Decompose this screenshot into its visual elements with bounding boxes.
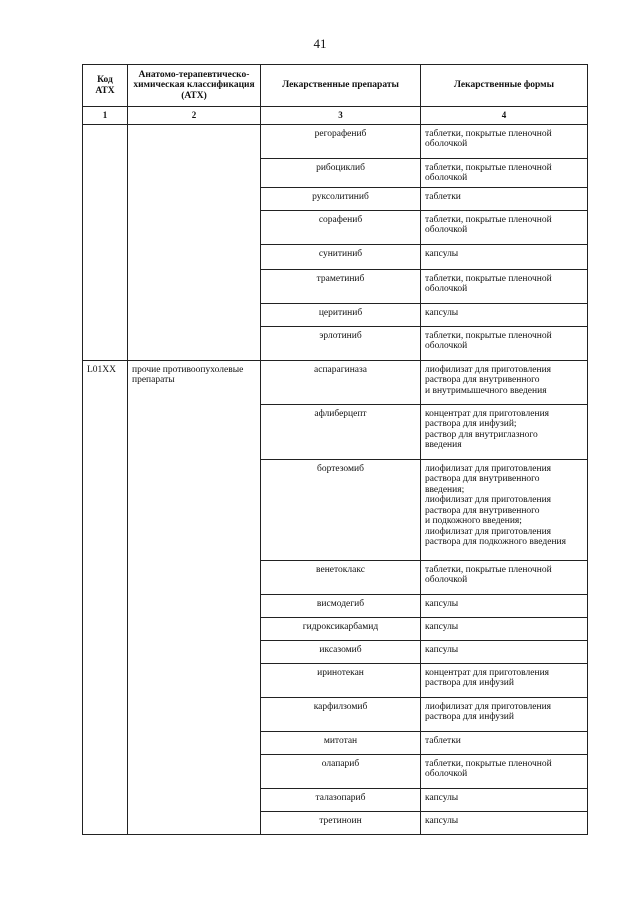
- form-line: капсулы: [425, 598, 459, 609]
- header-forms: Лекарственные формы: [421, 65, 588, 107]
- drug-name: гидроксикарбамид: [261, 617, 421, 640]
- form-line: концентрат для приготовления: [425, 408, 550, 419]
- form-line: введения: [425, 440, 462, 450]
- dosage-forms: [421, 663, 588, 697]
- drug-name: афлиберцепт: [261, 404, 421, 459]
- dosage-forms: [421, 210, 588, 244]
- dosage-forms: [421, 617, 588, 640]
- form-line: капсулы: [425, 815, 459, 826]
- dosage-forms: [421, 404, 588, 459]
- drug-name: иксазомиб: [261, 640, 421, 663]
- table-row: [83, 360, 588, 404]
- dosage-forms: [421, 187, 588, 210]
- form-line: лиофилизат для приготовления: [425, 364, 552, 375]
- form-line: оболочкой: [425, 769, 468, 779]
- form-line: таблетки, покрытые пленочной: [425, 564, 552, 575]
- drug-name: эрлотиниб: [261, 326, 421, 360]
- dosage-forms: [421, 731, 588, 754]
- header-drugs: Лекарственные препараты: [261, 65, 421, 107]
- dosage-forms: [421, 594, 588, 617]
- dosage-forms: [421, 326, 588, 360]
- form-line: лиофилизат для приготовления: [425, 701, 552, 712]
- drug-name: руксолитиниб: [261, 187, 421, 210]
- dosage-forms: [421, 560, 588, 594]
- atx-table: [82, 64, 588, 835]
- drug-name: иринотекан: [261, 663, 421, 697]
- drug-name: карфилзомиб: [261, 697, 421, 731]
- form-line: таблетки, покрытые пленочной: [425, 273, 552, 284]
- drug-name: бортезомиб: [261, 459, 421, 560]
- header-row: [83, 65, 588, 107]
- page-number: 41: [313, 36, 327, 51]
- dosage-forms: [421, 269, 588, 303]
- form-line: раствора для внутривенного: [425, 505, 540, 516]
- form-line: таблетки: [425, 191, 461, 202]
- form-line: оболочкой: [425, 341, 468, 351]
- form-line: введения;: [425, 484, 465, 495]
- form-line: таблетки, покрытые пленочной: [425, 330, 552, 341]
- drug-name: церитиниб: [261, 303, 421, 326]
- header-classification: Анатомо-терапевтическо-химическая классификация (АТХ): [128, 65, 261, 107]
- form-line: оболочкой: [425, 284, 468, 294]
- form-line: раствора для инфузий: [425, 712, 514, 722]
- form-line: лиофилизат для приготовления: [425, 495, 552, 505]
- dosage-forms: [421, 459, 588, 560]
- dosage-forms: [421, 697, 588, 731]
- form-line: раствора для инфузий: [425, 678, 514, 688]
- column-number-row: [83, 107, 588, 125]
- form-line: таблетки, покрытые пленочной: [425, 128, 552, 139]
- drug-name: венетоклакс: [261, 560, 421, 594]
- form-line: оболочкой: [425, 575, 468, 585]
- form-line: раствора для инфузий;: [425, 419, 517, 429]
- form-line: капсулы: [425, 792, 459, 803]
- form-line: таблетки, покрытые пленочной: [425, 162, 552, 173]
- dosage-forms: [421, 158, 588, 187]
- column-number: 4: [421, 107, 588, 125]
- column-number: 1: [83, 107, 128, 125]
- form-line: раствор для внутриглазного: [425, 429, 538, 440]
- form-line: раствора для внутривенного: [425, 474, 540, 484]
- form-line: таблетки, покрытые пленочной: [425, 214, 552, 225]
- form-line: раствора для подкожного введения: [425, 537, 566, 547]
- drug-name: регорафениб: [261, 124, 421, 158]
- drug-name: траметиниб: [261, 269, 421, 303]
- form-line: капсулы: [425, 307, 459, 318]
- dosage-forms: [421, 244, 588, 269]
- drug-name: олапариб: [261, 754, 421, 788]
- dosage-forms: [421, 754, 588, 788]
- dosage-forms: [421, 788, 588, 811]
- drug-name: третиноин: [261, 811, 421, 834]
- drug-name: сунитиниб: [261, 244, 421, 269]
- classification-cell-empty: [128, 124, 261, 360]
- drug-name: сорафениб: [261, 210, 421, 244]
- form-line: капсулы: [425, 621, 459, 632]
- drug-name: талазопариб: [261, 788, 421, 811]
- dosage-forms: [421, 303, 588, 326]
- drug-name: аспарагиназа: [261, 360, 421, 404]
- form-line: оболочкой: [425, 139, 468, 149]
- form-line: раствора для внутривенного: [425, 375, 540, 385]
- drug-name: митотан: [261, 731, 421, 754]
- drug-name: рибоциклиб: [261, 158, 421, 187]
- form-line: капсулы: [425, 248, 459, 259]
- code-cell-empty: [83, 124, 128, 360]
- form-line: и внутримышечного введения: [425, 385, 547, 396]
- atx-code: L01XX: [83, 360, 128, 834]
- column-number: 3: [261, 107, 421, 125]
- form-line: лиофилизат для приготовления: [425, 463, 552, 474]
- dosage-forms: [421, 640, 588, 663]
- header-code: Код АТХ: [83, 65, 128, 107]
- form-line: и подкожного введения;: [425, 516, 522, 526]
- dosage-forms: [421, 811, 588, 834]
- form-line: капсулы: [425, 644, 459, 655]
- form-line: оболочкой: [425, 173, 468, 183]
- form-line: таблетки: [425, 735, 461, 746]
- table-row: [83, 124, 588, 158]
- column-number: 2: [128, 107, 261, 125]
- form-line: оболочкой: [425, 225, 468, 235]
- atx-classification: прочие противоопухолевые препараты: [128, 360, 261, 834]
- dosage-forms: [421, 124, 588, 158]
- form-line: таблетки, покрытые пленочной: [425, 758, 552, 769]
- form-line: концентрат для приготовления: [425, 667, 550, 678]
- form-line: лиофилизат для приготовления: [425, 526, 552, 537]
- drug-name: висмодегиб: [261, 594, 421, 617]
- dosage-forms: [421, 360, 588, 404]
